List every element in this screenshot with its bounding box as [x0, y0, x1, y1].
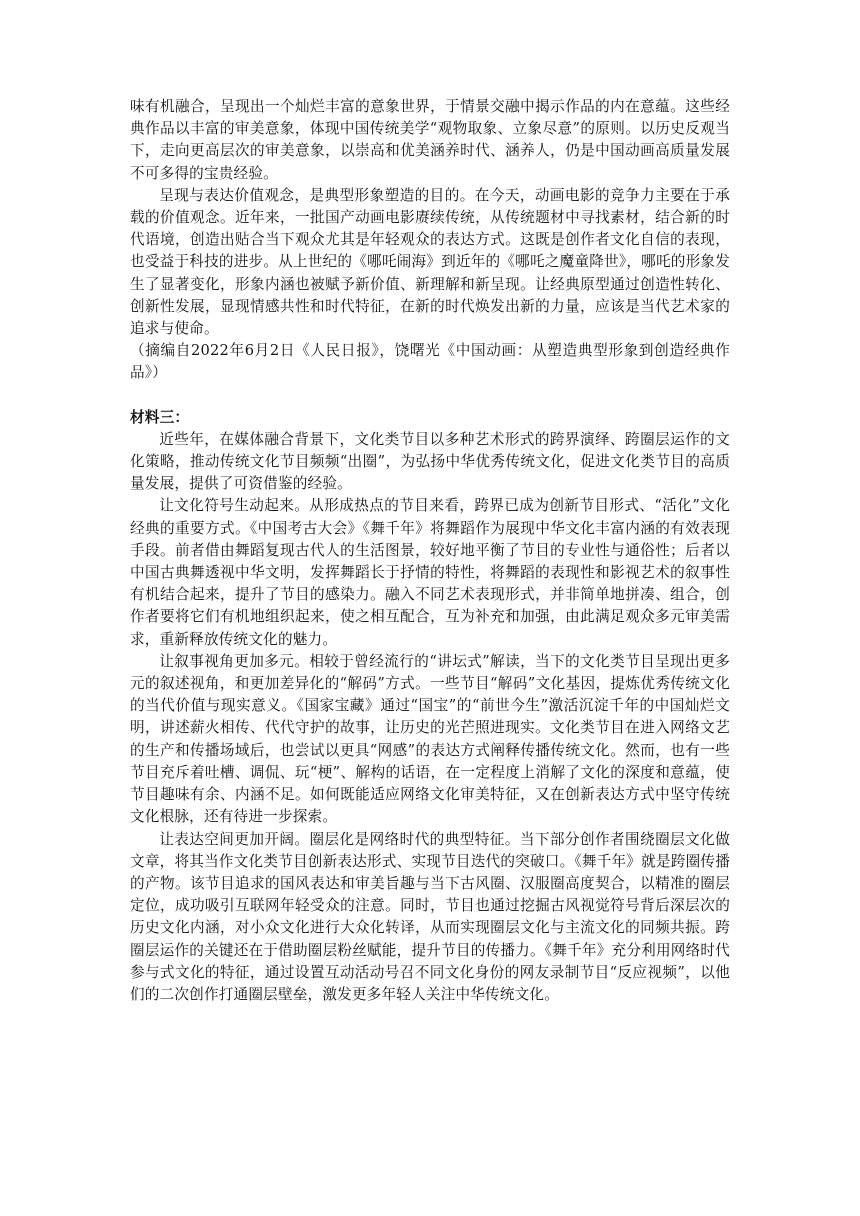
- article-body: [130, 96, 730, 1006]
- paragraph-expression-space: 让表达空间更加开阔。圈层化是网络时代的典型特征。当下部分创作者围绕圈层文化做文章，将其当作文化类节目创新表达形式、实现节目迭代的突破口。《舞千年》就是跨圈传播的产物。该节目追求的国风表达和审美旨趣与当下古风圈、汉服圈高度契合，以精准的圈层定位，成功吸引互联网年轻受众的注意。同时，节目也通过挖掘古风视觉符号背后深层次的历史文化内涵，对小众文化进行大众化转译，从而实现圈层文化与主流文化的同频共振。跨圈层运作的关键还在于借助圈层粉丝赋能，提升节目的传播力。《舞千年》充分利用网络时代参与式文化的特征，通过设置互动活动号召不同文化身份的网友录制节目“反应视频”，以他们的二次创作打通圈层壁垒，激发更多年轻人关注中华传统文化。: [130, 830, 730, 1003]
- paragraph-cultural-symbols: 让文化符号生动起来。从形成热点的节目来看，跨界已成为创新节目形式、“活化”文化经典的重要方式。《中国考古大会》《舞千年》将舞蹈作为展现中华文化丰富内涵的有效表现手段。前者借由舞蹈复现古代人的生活图景，较好地平衡了节目的专业性与通俗性；后者以中国古典舞透视中华文明，发挥舞蹈长于抒情的特性，将舞蹈的表现性和影视艺术的叙事性有机结合起来，提升了节目的感染力。融入不同艺术表现形式，并非简单地拼凑、组合，创作者要将它们有机地组织起来，使之相互配合，互为补充和加强，由此满足观众多元审美需求，重新释放传统文化的魅力。: [130, 497, 730, 648]
- paragraph-narrative-perspective: 让叙事视角更加多元。相较于曾经流行的“讲坛式”解读，当下的文化类节目呈现出更多元的叙述视角，和更加差异化的“解码”方式。一些节目“解码”文化基因，提炼优秀传统文化的当代价值与现实意义。《国家宝藏》通过“国宝”的“前世今生”激活沉淀千年的中国灿烂文明，讲述薪火相传、代代守护的故事，让历史的光芒照进现实。文化类节目在进入网络文艺的生产和传播场域后，也尝试以更具“网感”的表达方式阐释传播传统文化。然而，也有一些节目充斥着吐槽、调侃、玩“梗”、解构的话语，在一定程度上消解了文化的深度和意蕴，使节目趣味有余、内涵不足。如何既能适应网络文化审美特征，又在创新表达方式中坚守传统文化根脉，还有待进一步探索。: [130, 652, 730, 826]
- paragraph-value-expression: 呈现与表达价值观念，是典型形象塑造的目的。在今天，动画电影的竞争力主要在于承载的价值观念。近年来，一批国产动画电影赓续传统，从传统题材中寻找素材，结合新的时代语境，创造出贴合当下观众尤其是年轻观众的表达方式。这既是创作者文化自信的表现，也受益于科技的进步。从上世纪的《哪吒闹海》到近年的《哪吒之魔童降世》，哪吒的形象发生了显著变化，形象内涵也被赋予新价值、新理解和新呈现。让经典原型通过创造性转化、创新性发展，显现情感共性和时代特征，在新的时代焕发出新的力量，应该是当代艺术家的追求与使命。: [130, 186, 730, 338]
- paragraph-continued: 味有机融合，呈现出一个灿烂丰富的意象世界，于情景交融中揭示作品的内在意蕴。这些经典作品以丰富的审美意象，体现中国传统美学“观物取象、立象尽意”的原则。以历史反观当下，走向更高层次的审美意象，以崇高和优美涵养时代、涵养人，仍是中国动画高质量发展不可多得的宝贵经验。: [130, 98, 730, 182]
- source-citation: （摘编自2022年6月2日《人民日报》，饶曙光《中国动画：从塑造典型形象到创造经典作品》）: [130, 342, 730, 382]
- material-three-heading: 材料三：: [130, 408, 190, 426]
- paragraph-intro: 近些年，在媒体融合背景下，文化类节目以多种艺术形式的跨界演绎、跨圈层运作的文化策略，推动传统文化节目频频“出圈”，为弘扬中华优秀传统文化，促进文化类节目的高质量发展，提供了可资借鉴的经验。: [130, 430, 730, 493]
